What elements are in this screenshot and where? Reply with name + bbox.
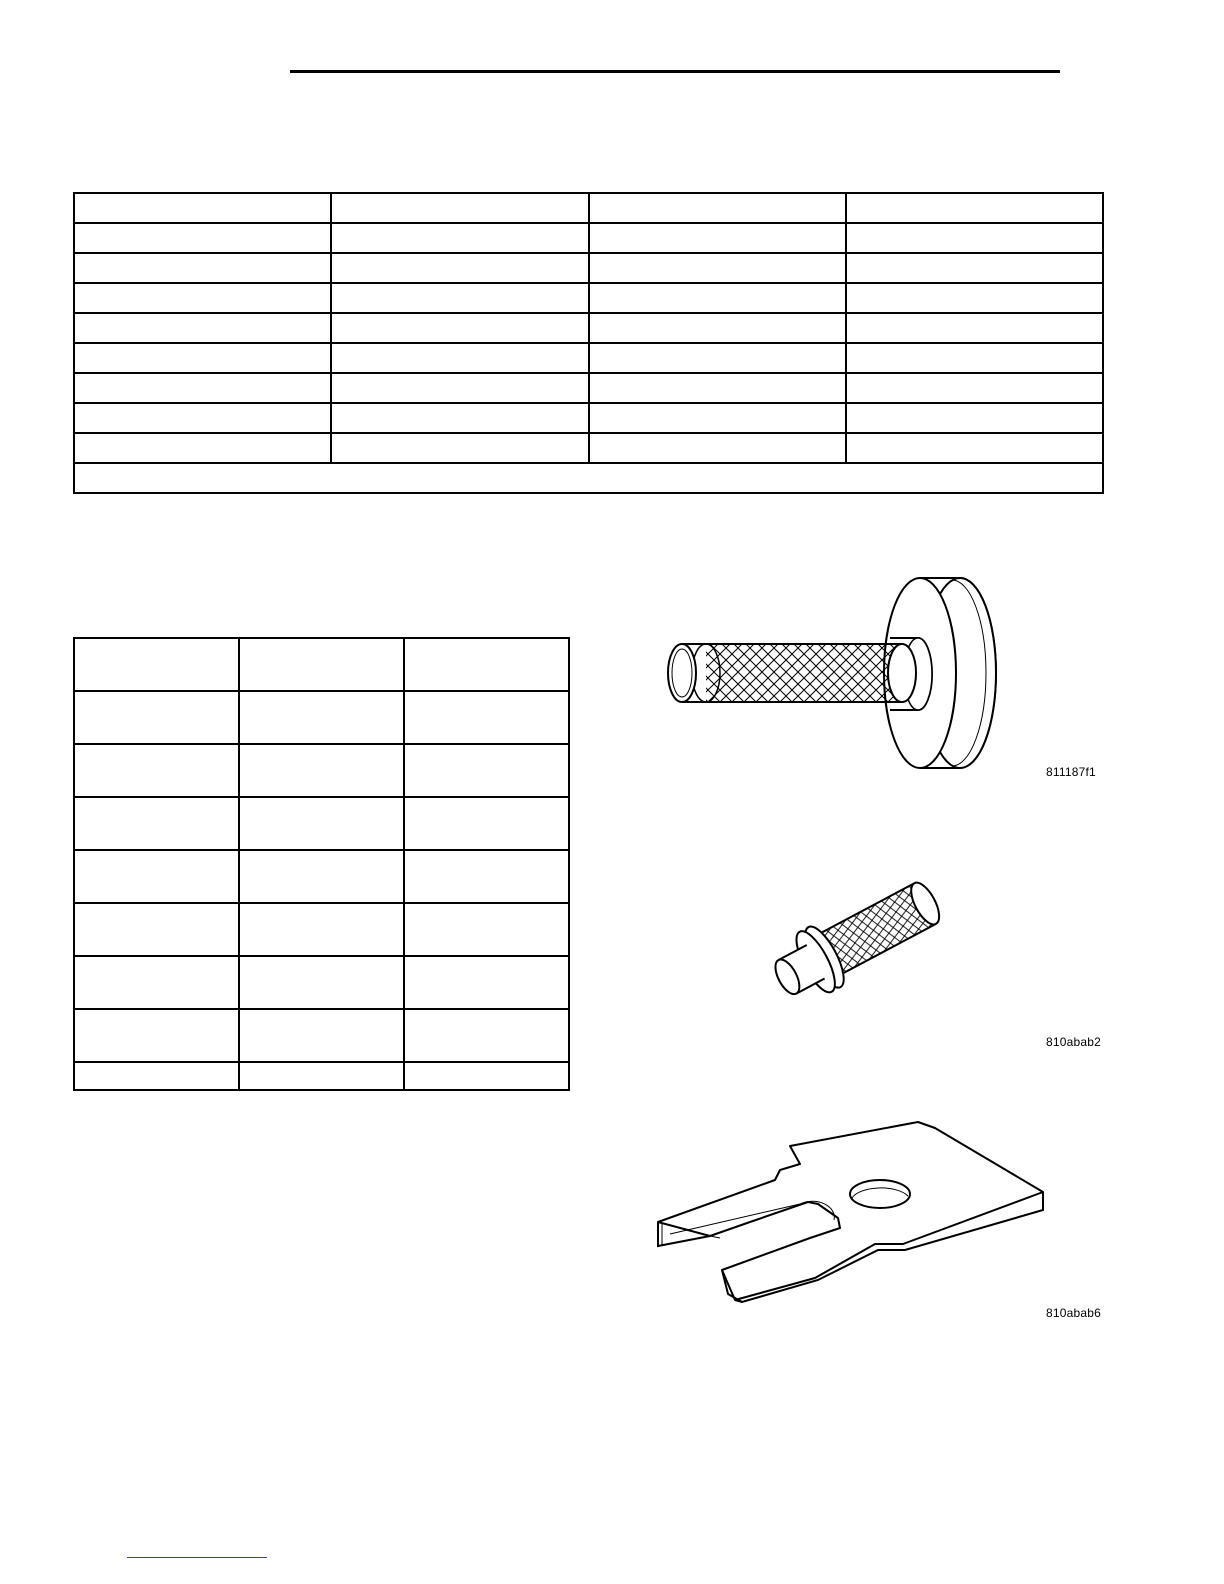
table-row — [74, 903, 569, 956]
footer-link-underline[interactable] — [127, 1557, 267, 1558]
table-row — [74, 850, 569, 903]
table-row — [74, 343, 1103, 373]
table-row — [74, 956, 569, 1009]
knurled-disc-tool-illustration — [660, 570, 1020, 780]
table-header-row — [74, 638, 569, 691]
table-row — [74, 797, 569, 850]
table-footer-row — [74, 463, 1103, 493]
table-row — [74, 253, 1103, 283]
table-row — [74, 313, 1103, 343]
table-row — [74, 744, 569, 797]
table-row — [74, 1062, 569, 1090]
table-row — [74, 283, 1103, 313]
specification-table — [73, 192, 1104, 494]
table-row — [74, 1009, 569, 1062]
fork-plate-tool-illustration — [650, 1118, 1055, 1308]
figure-label: 810abab6 — [1046, 1306, 1101, 1320]
table-row — [74, 193, 1103, 223]
table-row — [74, 433, 1103, 463]
table-row — [74, 403, 1103, 433]
table-row — [74, 691, 569, 744]
table-row — [74, 373, 1103, 403]
tool-table — [73, 637, 570, 1091]
figure-label: 811187f1 — [1046, 765, 1096, 779]
knurled-pin-tool-illustration — [755, 880, 955, 1005]
figure-label: 810abab2 — [1046, 1035, 1101, 1049]
header-rule — [290, 70, 1060, 73]
table-row — [74, 223, 1103, 253]
